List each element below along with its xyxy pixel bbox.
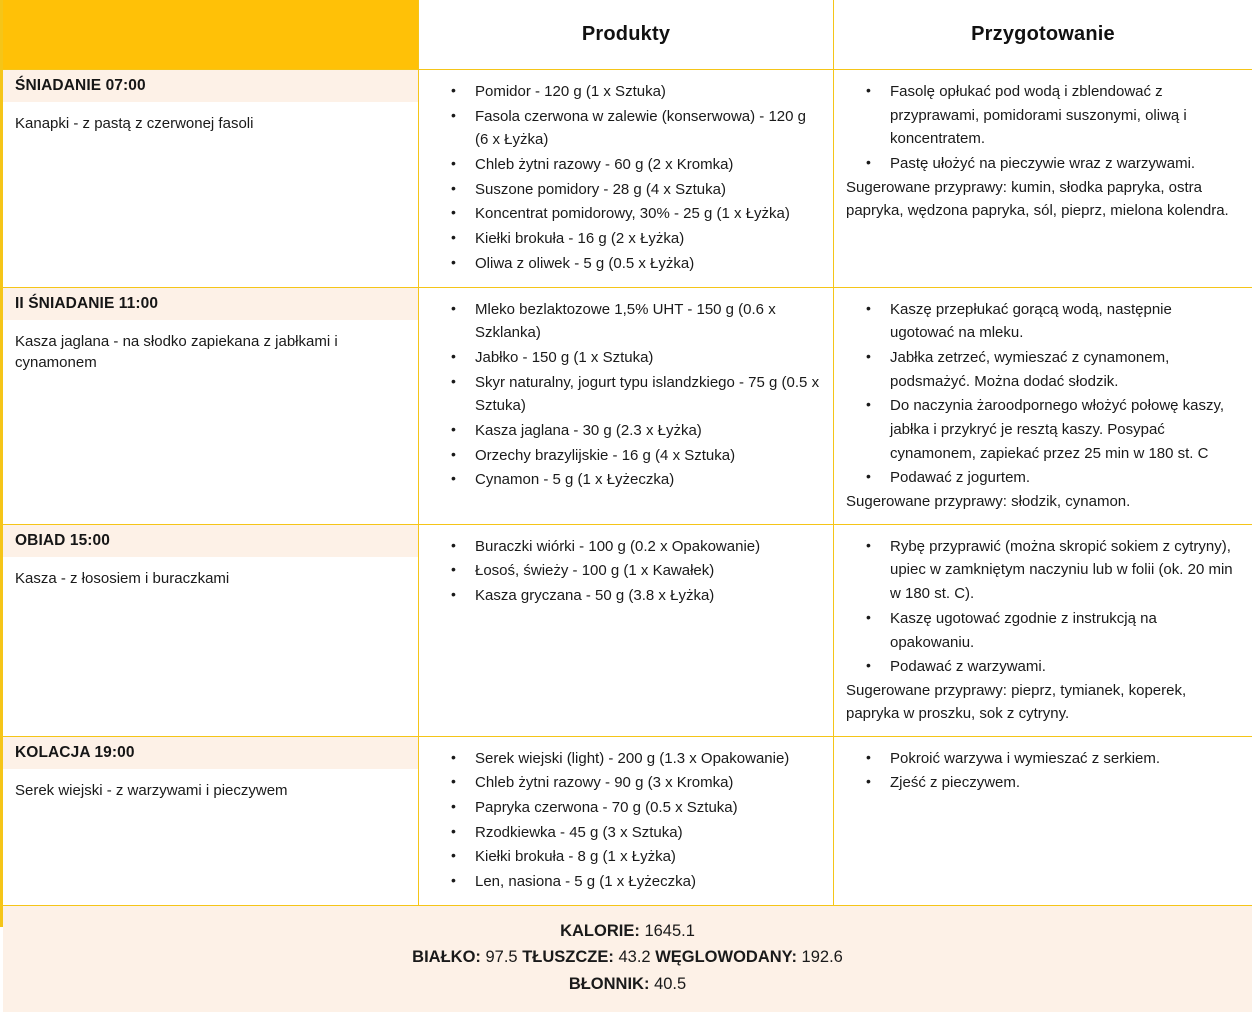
- product-item: • Papryka czerwona - 70 g (0.5 x Sztuka): [473, 796, 823, 820]
- products-cell: [418, 525, 833, 736]
- carbs-value: 192.6: [801, 948, 843, 967]
- meal-rows: [3, 70, 1252, 906]
- meal-title-bar: [3, 288, 418, 320]
- preparation-steps-list: [834, 298, 1240, 491]
- meal-description: Kasza jaglana - na słodko zapiekana z jabłkami i cynamonem: [15, 332, 338, 371]
- column-header-products: [418, 0, 833, 69]
- products-cell: [418, 288, 833, 524]
- meal-description: Kanapki - z pastą z czerwonej fasoli: [15, 115, 254, 132]
- product-item: • Oliwa z oliwek - 5 g (0.5 x Łyżka): [473, 252, 823, 276]
- meal-description: Kasza - z łososiem i buraczkami: [15, 569, 230, 587]
- product-item: • Buraczki wiórki - 100 g (0.2 x Opakowanie): [473, 535, 823, 559]
- preparation-step-item: • Zjeść z pieczywem.: [888, 771, 1240, 795]
- meal-title: ŚNIADANIE 07:00: [15, 77, 146, 94]
- suggested-spices-note: Sugerowane przyprawy: słodzik, cynamon.: [846, 493, 1131, 510]
- products-cell: [418, 70, 833, 287]
- meal-title: KOLACJA 19:00: [15, 743, 135, 761]
- brand-color-block: [3, 0, 418, 69]
- protein-label: BIAŁKO:: [412, 948, 481, 967]
- fiber-label: BŁONNIK:: [568, 975, 650, 994]
- meal-info-cell: [3, 288, 418, 524]
- product-item: • Koncentrat pomidorowy, 30% - 25 g (1 x Łyżka): [473, 202, 823, 226]
- preparation-cell: [833, 737, 1252, 905]
- product-item: • Kasza jaglana - 30 g (2.3 x Łyżka): [473, 419, 823, 443]
- column-header-preparation-label: Przygotowanie: [971, 23, 1115, 45]
- summary-macros-line: [3, 944, 1252, 971]
- meal-title: II ŚNIADANIE 11:00: [15, 294, 159, 312]
- table-header-row: [3, 0, 1252, 70]
- preparation-step-item: • Do naczynia żaroodpornego włożyć połowę kaszy, jabłka i przykryć je resztą kaszy. Posypać cynamonem, zapiekać przez 25 min w 180 st. C: [888, 394, 1240, 465]
- product-item: • Suszone pomidory - 28 g (4 x Sztuka): [473, 178, 823, 202]
- preparation-cell: [833, 288, 1252, 524]
- product-item: • Fasola czerwona w zalewie (konserwowa) - 120 g (6 x Łyżka): [473, 105, 823, 152]
- meal-info-cell: [3, 525, 418, 736]
- meal-info-cell: [3, 737, 418, 905]
- meal-row: [3, 737, 1252, 906]
- preparation-steps-list: [834, 747, 1240, 795]
- products-cell: [418, 737, 833, 905]
- preparation-step-item: • Podawać z warzywami.: [888, 655, 1240, 679]
- nutrition-summary: [3, 906, 1252, 1012]
- carbs-label: WĘGLOWODANY:: [655, 948, 797, 967]
- meal-description: Serek wiejski - z warzywami i pieczywem: [15, 781, 288, 799]
- product-item: • Len, nasiona - 5 g (1 x Łyżeczka): [473, 870, 823, 894]
- products-list: [419, 747, 823, 894]
- product-item: • Cynamon - 5 g (1 x Łyżeczka): [473, 468, 823, 492]
- meal-title-bar: [3, 737, 418, 769]
- meal-row: [3, 70, 1252, 288]
- product-item: • Pomidor - 120 g (1 x Sztuka): [473, 80, 823, 104]
- calories-value: 1645.1: [644, 921, 695, 940]
- preparation-step-item: • Fasolę opłukać pod wodą i zblendować z przyprawami, pomidorami suszonymi, oliwą i koncentratem.: [888, 80, 1240, 151]
- fiber-value: 40.5: [654, 975, 687, 994]
- product-item: • Rzodkiewka - 45 g (3 x Sztuka): [473, 821, 823, 845]
- preparation-steps-list: [834, 80, 1240, 176]
- preparation-step-item: • Kaszę ugotować zgodnie z instrukcją na opakowaniu.: [888, 607, 1240, 654]
- suggested-spices-note: Sugerowane przyprawy: pieprz, tymianek, koperek, papryka w proszku, sok z cytryny.: [846, 681, 1187, 722]
- meal-info-cell: [3, 70, 418, 287]
- summary-fiber-line: [3, 971, 1252, 998]
- product-item: • Mleko bezlaktozowe 1,5% UHT - 150 g (0.6 x Szklanka): [473, 298, 823, 345]
- column-header-preparation: [833, 0, 1252, 69]
- summary-calories-line: [3, 918, 1252, 945]
- product-item: • Chleb żytni razowy - 90 g (3 x Kromka): [473, 771, 823, 795]
- preparation-step-item: • Podawać z jogurtem.: [888, 466, 1240, 490]
- products-list: [419, 298, 823, 493]
- protein-value: 97.5: [485, 948, 518, 967]
- calories-label: KALORIE:: [560, 921, 640, 940]
- meal-row: [3, 525, 1252, 737]
- column-header-products-label: Produkty: [581, 23, 671, 45]
- preparation-step-item: • Jabłka zetrzeć, wymieszać z cynamonem, podsmażyć. Można dodać słodzik.: [888, 346, 1240, 393]
- product-item: • Kiełki brokuła - 8 g (1 x Łyżka): [473, 845, 823, 869]
- product-item: • Serek wiejski (light) - 200 g (1.3 x Opakowanie): [473, 747, 823, 771]
- product-item: • Jabłko - 150 g (1 x Sztuka): [473, 346, 823, 370]
- meal-title-bar: [3, 525, 418, 557]
- preparation-steps-list: [834, 535, 1240, 679]
- product-item: • Skyr naturalny, jogurt typu islandzkiego - 75 g (0.5 x Sztuka): [473, 371, 823, 418]
- preparation-step-item: • Rybę przyprawić (można skropić sokiem z cytryny), upiec w zamkniętym naczyniu lub w folii (ok. 20 min w 180 st. C).: [888, 535, 1240, 606]
- suggested-spices-note: Sugerowane przyprawy: kumin, słodka papryka, ostra papryka, wędzona papryka, sól, pieprz, mielona kolendra.: [846, 178, 1229, 219]
- preparation-cell: [833, 525, 1252, 736]
- preparation-cell: [833, 70, 1252, 287]
- products-list: [419, 535, 823, 608]
- product-item: • Orzechy brazylijskie - 16 g (4 x Sztuka): [473, 444, 823, 468]
- meal-row: [3, 288, 1252, 525]
- product-item: • Kasza gryczana - 50 g (3.8 x Łyżka): [473, 584, 823, 608]
- products-list: [419, 80, 823, 276]
- fat-value: 43.2: [618, 948, 651, 967]
- product-item: • Chleb żytni razowy - 60 g (2 x Kromka): [473, 153, 823, 177]
- fat-label: TŁUSZCZE:: [522, 948, 614, 967]
- meal-title: OBIAD 15:00: [15, 531, 110, 549]
- product-item: • Łosoś, świeży - 100 g (1 x Kawałek): [473, 559, 823, 583]
- preparation-step-item: • Kaszę przepłukać gorącą wodą, następnie ugotować na mleku.: [888, 298, 1240, 345]
- preparation-step-item: • Pokroić warzywa i wymieszać z serkiem.: [888, 747, 1240, 771]
- product-item: • Kiełki brokuła - 16 g (2 x Łyżka): [473, 227, 823, 251]
- preparation-step-item: • Pastę ułożyć na pieczywie wraz z warzywami.: [888, 152, 1240, 176]
- meal-title-bar: [3, 70, 418, 102]
